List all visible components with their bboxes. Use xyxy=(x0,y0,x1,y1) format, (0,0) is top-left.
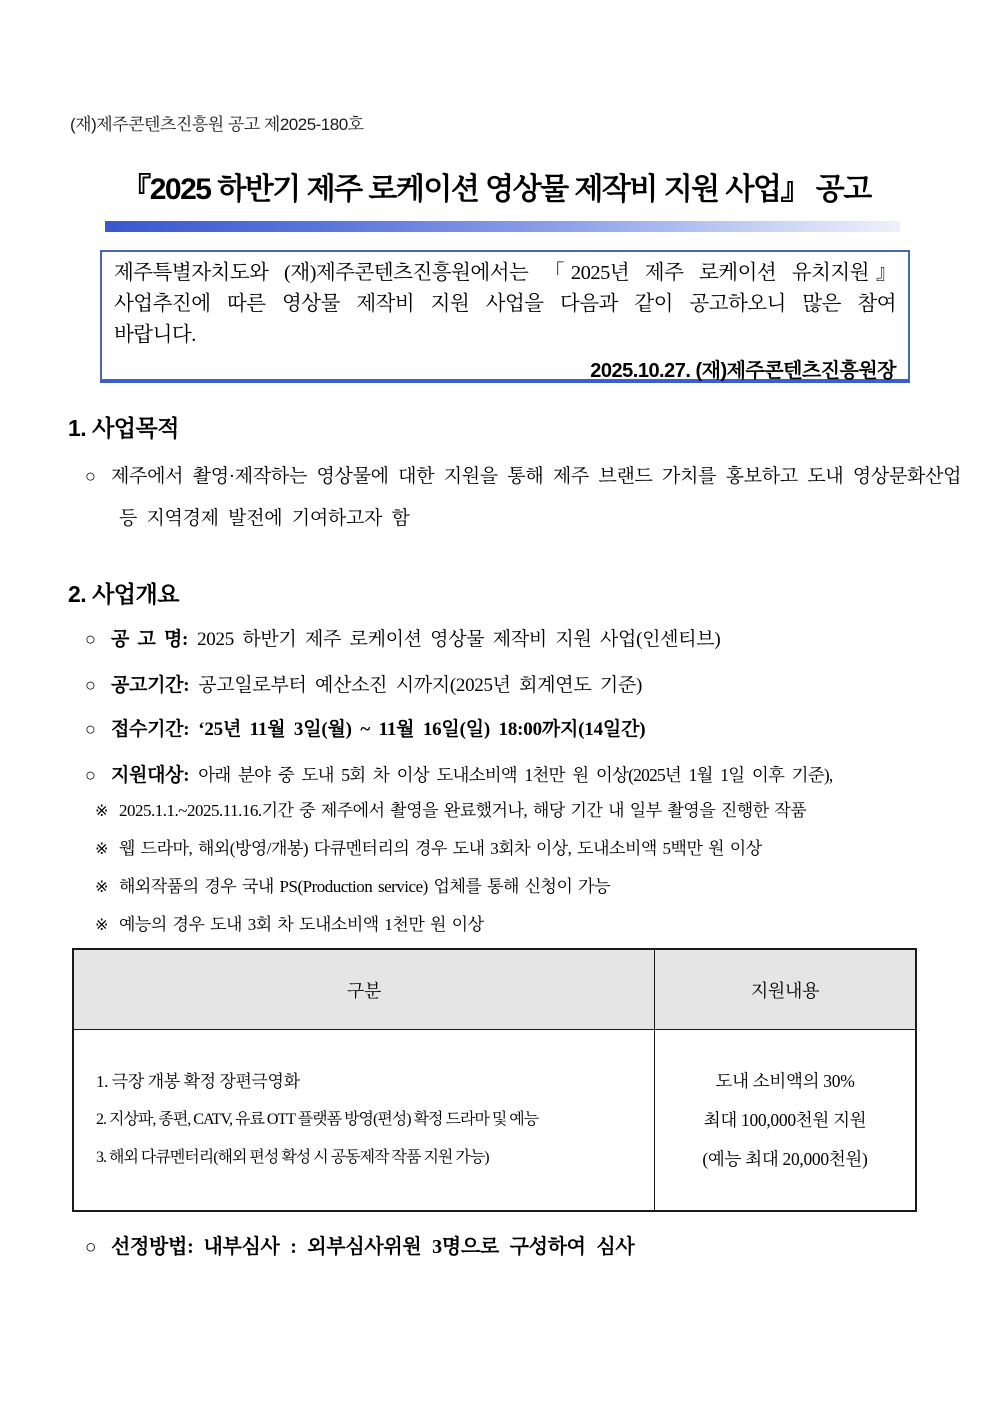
circle-bullet-icon: ○ xyxy=(85,1237,97,1258)
bullet-value: ‘25년 11월 3일(월) ~ 11월 16일(일) 18:00까지(14일간) xyxy=(198,719,646,740)
circle-bullet-icon: ○ xyxy=(85,466,96,486)
note-text: 해외작품의 경우 국내 PS(Production service) 업체를 통해 신청이 가능 xyxy=(119,877,610,896)
page-title: 『2025 하반기 제주 로케이션 영상물 제작비 지원 사업』 공고 xyxy=(121,173,871,206)
support-cell xyxy=(655,1030,917,1212)
reference-mark-icon: ※ xyxy=(95,803,108,820)
support-line: 도내 소비액의 30% xyxy=(715,1070,855,1091)
bullet-value: 아래 분야 중 도내 5회 차 이상 도내소비액 1천만 원 이상(2025년 1월 1일 이후 기준), xyxy=(198,765,833,785)
support-line: (예능 최대 20,000천원) xyxy=(702,1148,868,1169)
section1-heading: 1. 사업목적 xyxy=(68,415,179,441)
section1-bullet xyxy=(85,455,969,540)
note-text: 웹 드라마, 해외(방영/개봉) 다큐멘터리의 경우 도내 3회차 이상, 도내소비액 5백만 원 이상 xyxy=(119,839,762,858)
circle-bullet-icon: ○ xyxy=(85,629,96,649)
note-line xyxy=(95,796,955,821)
support-table xyxy=(72,948,917,1212)
note-text: 예능의 경우 도내 3회 차 도내소비액 1천만 원 이상 xyxy=(119,915,484,934)
table-row xyxy=(73,1030,916,1212)
bullet-selection-method xyxy=(85,1230,965,1259)
table-header-support: 지원내용 xyxy=(655,949,917,1030)
circle-bullet-icon: ○ xyxy=(85,719,96,739)
circle-bullet-icon: ○ xyxy=(85,675,96,695)
bullet-eligibility xyxy=(85,760,965,787)
circle-bullet-icon: ○ xyxy=(85,765,96,785)
reference-mark-icon: ※ xyxy=(95,841,108,858)
reference-mark-icon: ※ xyxy=(95,917,108,934)
bullet-label: 공고기간: xyxy=(111,675,190,696)
doc-number: (재)제주콘텐츠진흥원 공고 제2025-180호 xyxy=(70,115,364,134)
bullet-label: 공 고 명: xyxy=(111,629,189,650)
bullet-application-period xyxy=(85,714,965,741)
section2-heading: 2. 사업개요 xyxy=(68,581,179,607)
note-line xyxy=(95,910,955,935)
bullet-value: 공고일로부터 예산소진 시까지(2025년 회계연도 기준) xyxy=(198,675,642,696)
category-line: 1. 극장 개봉 확정 장편극영화 xyxy=(96,1072,300,1091)
intro-signoff: 2025.10.27. (재)제주콘텐츠진흥원장 xyxy=(590,360,896,382)
support-line: 최대 100,000천원 지원 xyxy=(703,1109,867,1130)
bullet-value: 내부심사 : 외부심사위원 3명으로 구성하여 심사 xyxy=(203,1236,635,1258)
bullet-value: 2025 하반기 제주 로케이션 영상물 제작비 지원 사업(인센티브) xyxy=(197,629,721,650)
intro-box xyxy=(100,250,910,383)
bullet-announcement-name xyxy=(85,624,965,651)
table-header-row xyxy=(73,949,916,1030)
note-line xyxy=(95,834,955,859)
note-line xyxy=(95,872,955,897)
bullet-label: 지원대상: xyxy=(111,765,190,786)
category-cell xyxy=(73,1030,655,1212)
title-accent-bar xyxy=(105,221,900,232)
category-line: 2. 지상파, 종편, CATV, 유료 OTT 플랫폼 방영(편성) 확정 드라마 및 예능 xyxy=(96,1111,539,1128)
bullet-label: 접수기간: xyxy=(111,719,190,740)
reference-mark-icon: ※ xyxy=(95,879,108,896)
intro-text: 제주특별자치도와 (재)제주콘텐츠진흥원에서는 「2025년 제주 로케이션 유치지원』 사업추진에 따른 영상물 제작비 지원 사업을 다음과 같이 공고하오니 많은 참여 바랍니다. xyxy=(114,262,896,346)
bullet-label: 선정방법: xyxy=(111,1236,194,1258)
table-header-category: 구분 xyxy=(73,949,655,1030)
note-text: 2025.1.1.~2025.11.16.기간 중 제주에서 촬영을 완료했거나, 해당 기간 내 일부 촬영을 진행한 작품 xyxy=(119,801,807,820)
bullet-announcement-period xyxy=(85,670,965,697)
category-line: 3. 해외 다큐멘터리(해외 편성 확성 시 공동제작 작품 지원 가능) xyxy=(96,1149,489,1166)
section1-bullet-text: 제주에서 촬영·제작하는 영상물에 대한 지원을 통해 제주 브랜드 가치를 홍보하고 도내 영상문화산업 등 지역경제 발전에 기여하고자 함 xyxy=(111,466,962,529)
